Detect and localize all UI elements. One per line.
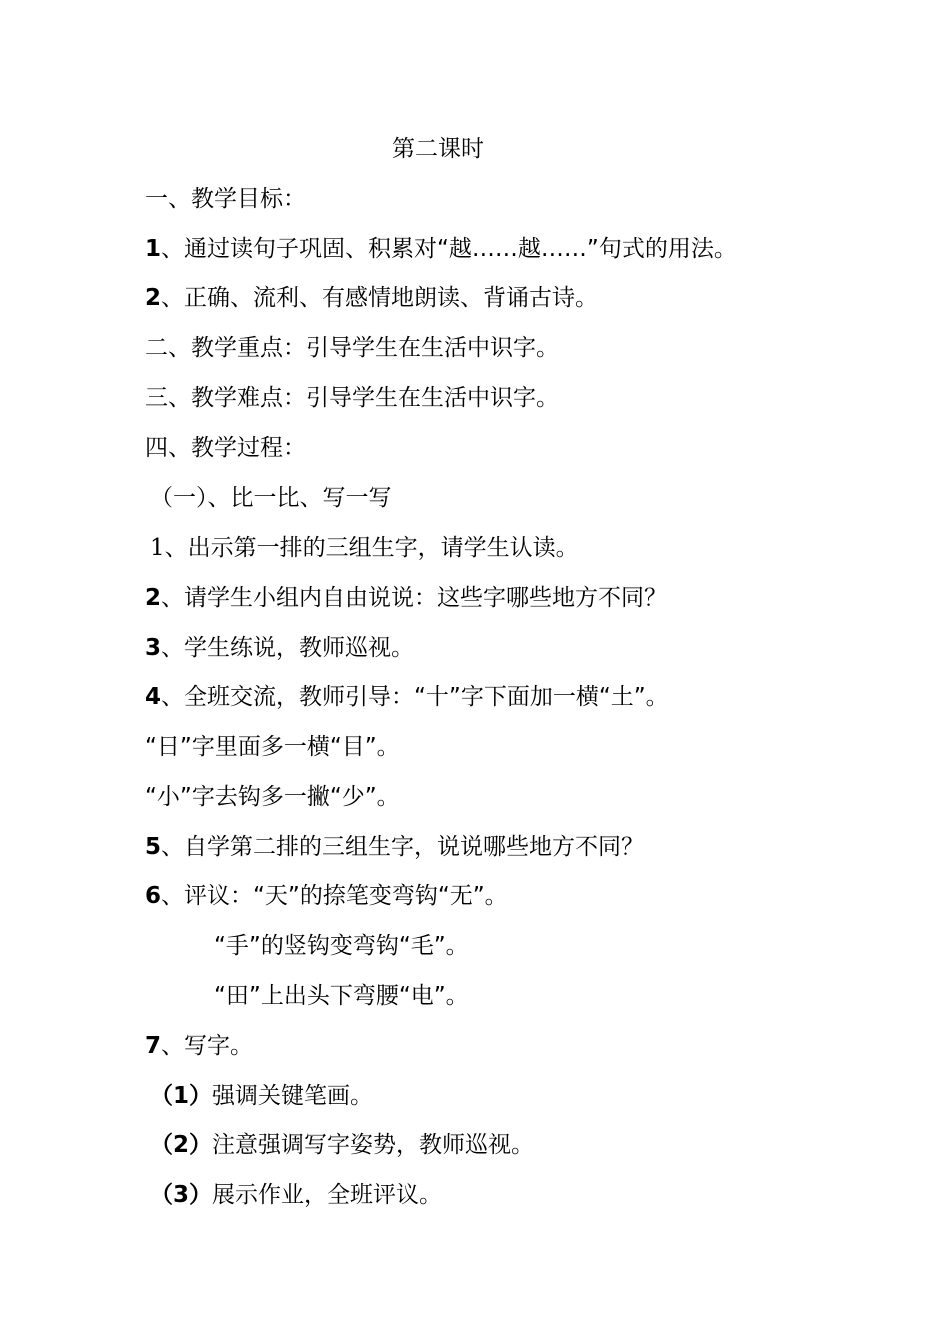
process-step-5: 5、自学第二排的三组生字，说说哪些地方不同？ bbox=[145, 834, 645, 860]
section-objectives-heading: 一、教学目标： bbox=[145, 186, 306, 212]
subsection-compare-write: （一）、比一比、写一写 bbox=[150, 485, 392, 511]
writing-substep-3: （3）展示作业，全班评议。 bbox=[150, 1182, 443, 1208]
process-step-7: 7、写字。 bbox=[145, 1033, 254, 1059]
process-step-6-note-1: “手”的竖钩变弯钩“毛”。 bbox=[214, 933, 469, 959]
objective-item-1: 1、通过读句子巩固、积累对“越……越……”句式的用法。 bbox=[145, 236, 737, 262]
process-step-6: 6、评议：“天”的捺笔变弯钩“无”。 bbox=[145, 883, 508, 909]
process-step-2: 2、请学生小组内自由说说：这些字哪些地方不同？ bbox=[145, 585, 668, 611]
process-step-4: 4、全班交流，教师引导：“十”字下面加一横“土”。 bbox=[145, 684, 669, 710]
process-step-4-note-2: “小”字去钩多一撇“少”。 bbox=[145, 784, 400, 810]
section-difficulties: 三、教学难点：引导学生在生活中识字。 bbox=[145, 385, 559, 411]
process-step-1: 1、出示第一排的三组生字，请学生认读。 bbox=[150, 535, 579, 561]
objective-item-2: 2、正确、流利、有感情地朗读、背诵古诗。 bbox=[145, 285, 599, 311]
process-step-4-note-1: “日”字里面多一横“目”。 bbox=[145, 734, 400, 760]
writing-substep-2: （2）注意强调写字姿势，教师巡视。 bbox=[150, 1132, 535, 1158]
section-process-heading: 四、教学过程： bbox=[145, 435, 306, 461]
process-step-6-note-2: “田”上出头下弯腰“电”。 bbox=[214, 983, 469, 1009]
writing-substep-1: （1）强调关键笔画。 bbox=[150, 1083, 374, 1109]
process-step-3: 3、学生练说，教师巡视。 bbox=[145, 635, 415, 661]
page-title: 第二课时 bbox=[392, 136, 484, 162]
section-key-points: 二、教学重点：引导学生在生活中识字。 bbox=[145, 335, 559, 361]
